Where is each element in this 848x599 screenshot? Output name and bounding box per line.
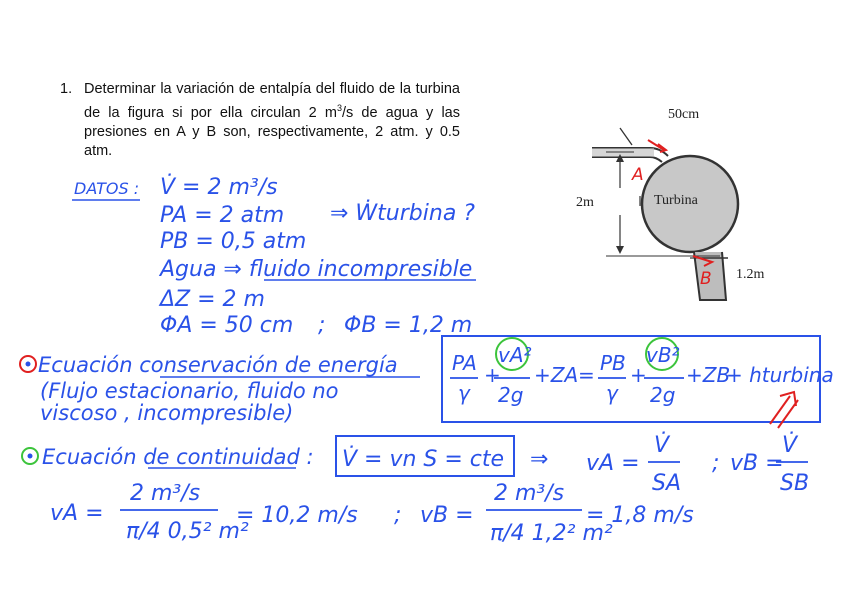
vb-calc-den: π/4 1,2² m² [490, 521, 613, 546]
phi-a-value: ΦA = 50 cm [160, 313, 294, 338]
energy-equation [450, 338, 834, 407]
va-calc-den: π/4 0,5² m² [126, 519, 249, 544]
eq-2g-1: 2g [498, 383, 524, 407]
energy-block [20, 336, 834, 428]
label-1-2m: 1.2m [736, 267, 765, 282]
vb-calc-num: 2 m³/s [494, 481, 565, 506]
vb-vdot: V̇ [782, 433, 798, 458]
calc-semicolon: ; [394, 503, 402, 528]
va-calc-lhs: vA = [50, 501, 104, 526]
continuity-block [22, 432, 809, 546]
eq-za: +ZA [534, 363, 579, 387]
datos-label: DATOS : [74, 179, 140, 198]
turbine-figure [576, 107, 765, 300]
vb-sb: SB [780, 471, 810, 496]
eq-vb2: vB² [646, 343, 680, 367]
pb-value: PB = 0,5 atm [160, 229, 307, 254]
eq-zb: +ZB [686, 363, 731, 387]
defs-semicolon: ; [712, 451, 720, 476]
label-2m: 2m [576, 195, 594, 210]
va-calc-num: 2 m³/s [130, 481, 201, 506]
problem-text-end: /s de agua y las presiones en A y B son, respectivamente, 2 atm. y 0.5 atm. [84, 104, 460, 159]
agua-incompresible: Agua ⇒ fluido incompresible [160, 257, 473, 282]
energy-note-1: (Flujo estacionario, fluido no [40, 379, 339, 403]
velocity-definitions [530, 432, 809, 496]
label-point-a: A [632, 165, 644, 185]
energy-title: Ecuación conservación de energía [38, 353, 398, 377]
eq-gamma-2: γ [606, 381, 618, 405]
eq-gamma-1: γ [458, 381, 470, 405]
label-turbina: Turbina [654, 193, 698, 208]
continuity-title: Ecuación de continuidad : [42, 445, 314, 469]
va-vdot: V̇ [654, 433, 670, 458]
velocity-calculations [50, 481, 694, 546]
va-def: vA = [586, 451, 640, 476]
datos-semicolon: ; [318, 313, 326, 338]
eq-pb: PB [600, 351, 626, 375]
eq-pa: PA [452, 351, 477, 375]
label-point-b: B [700, 269, 712, 289]
energy-note-2: viscoso , incompresible) [40, 401, 294, 425]
eq-equals: = [578, 363, 595, 387]
va-sa: SA [652, 471, 682, 496]
eq-plus-1: + [484, 363, 501, 387]
eq-plus-2: + [630, 363, 647, 387]
eq-2g-2: 2g [650, 383, 676, 407]
flow-value: V̇ = 2 m³/s [160, 175, 278, 200]
va-calc-result: = 10,2 m/s [236, 503, 358, 528]
w-turbina-question: ⇒ Ẇturbina ? [330, 201, 475, 226]
problem-text-start: Determinar la variación de entalpía del fluido de la turbina de la figura si por ella circulan 2 m [84, 81, 460, 121]
eq-va2: vA² [498, 343, 532, 367]
vb-def: vB = [730, 451, 784, 476]
problem-text-sup: 3 [336, 103, 342, 113]
datos-block [72, 174, 476, 338]
phi-b-value: ΦB = 1,2 m [344, 313, 473, 338]
delta-z-value: ΔZ = 2 m [160, 287, 265, 312]
vb-calc-result: = 1,8 m/s [586, 503, 694, 528]
label-50cm: 50cm [668, 107, 700, 122]
pa-value: PA = 2 atm [160, 203, 285, 228]
continuity-equation: V̇ = vn S = cte [342, 447, 505, 472]
vb-calc-lhs: vB = [420, 503, 474, 528]
eq-h-turbina: + hturbina [726, 363, 834, 387]
continuity-arrow: ⇒ [530, 447, 549, 472]
problem-number: 1. [60, 81, 73, 97]
